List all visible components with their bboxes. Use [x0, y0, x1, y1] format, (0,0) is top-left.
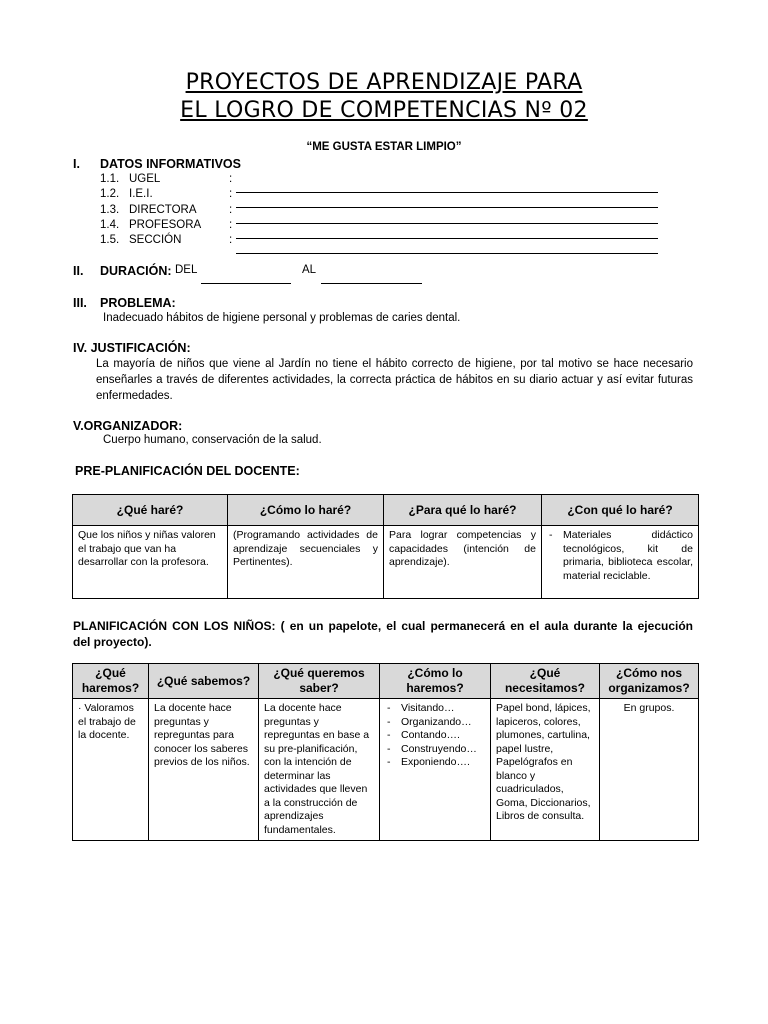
plan-table	[72, 663, 699, 841]
datos-item-colon: :	[229, 173, 233, 185]
preplan-cell: (Programando actividades de aprendizaje secuenciales y Pertinentes).	[228, 526, 384, 599]
problema-text: Inadecuado hábitos de higiene personal y problemas de caries dental.	[103, 312, 461, 324]
plan-list-item: - Contando….	[385, 729, 485, 743]
plan-cell: · Valoramos el trabajo de la docente.	[73, 699, 149, 841]
datos-item-num: 1.4.	[100, 219, 120, 231]
section3-heading: PROBLEMA:	[100, 296, 176, 310]
section4-heading: IV. JUSTIFICACIÓN:	[73, 341, 191, 355]
preplan-header: ¿Qué haré?	[73, 495, 228, 526]
plan-header: ¿Qué necesitamos?	[491, 664, 600, 699]
section2-number: II.	[73, 264, 84, 278]
document-title-line1: PROYECTOS DE APRENDIZAJE PARA	[185, 70, 583, 95]
table-header-row	[73, 495, 699, 526]
datos-item-colon: :	[229, 188, 233, 200]
datos-item-num: 1.5.	[100, 234, 120, 246]
plan-header: ¿Qué sabemos?	[149, 664, 259, 699]
plan-header: ¿Cómo lo haremos?	[380, 664, 491, 699]
plan-cell	[380, 699, 491, 841]
plan-list-item: - Construyendo…	[385, 743, 485, 757]
preplan-header: ¿Con qué lo haré?	[542, 495, 699, 526]
plan-list-item: - Visitando…	[385, 702, 485, 716]
organizador-text: Cuerpo humano, conservación de la salud.	[103, 434, 322, 446]
plan-heading	[73, 618, 693, 650]
justificacion-paragraph	[96, 356, 693, 404]
preplan-materials: - Materiales didáctico tecnológicos, kit de primaria, biblioteca escolar, material reciclable.	[547, 529, 693, 583]
datos-item-colon: :	[229, 219, 233, 231]
datos-item-label: SECCIÓN	[129, 234, 182, 246]
datos-item-num: 1.2.	[100, 188, 120, 200]
datos-item-num: 1.1.	[100, 173, 120, 185]
plan-cell: La docente hace preguntas y repreguntas en base a su pre-planificación, con la intención de determinar las actividades que lleven a la construcción de aprendizajes fundamentales.	[259, 699, 380, 841]
duracion-del-label: DEL	[175, 264, 198, 276]
plan-cell: Papel bond, lápices, lapiceros, colores, plumones, cartulina, papel lustre, Papelógrafos en blanco y cuadriculados, Goma, Diccionarios, Libros de consulta.	[491, 699, 600, 841]
datos-item-label: PROFESORA	[129, 219, 202, 231]
datos-item-label: I.E.I.	[129, 188, 153, 200]
datos-item-label: UGEL	[129, 173, 161, 185]
preplan-cell	[542, 526, 699, 599]
duracion-del-line	[201, 273, 291, 284]
datos-fill-line	[236, 243, 658, 254]
document-title-line2: EL LOGRO DE COMPETENCIAS Nº 02	[180, 98, 588, 123]
plan-cell: La docente hace preguntas y repreguntas para conocer los saberes previos de los niños.	[149, 699, 259, 841]
plan-header: ¿Qué haremos?	[73, 664, 149, 699]
justificacion-line: La mayoría de niños que viene al Jardín no tiene el hábito correcto de higiene, por tal motivo se hace necesario	[96, 358, 693, 370]
duracion-al-line	[321, 273, 422, 284]
plan-header: ¿Cómo nos organizamos?	[600, 664, 699, 699]
plan-list-item: - Exponiendo….	[385, 756, 485, 770]
preplan-table	[72, 494, 699, 599]
table-row	[73, 526, 699, 599]
preplan-header: ¿Cómo lo haré?	[228, 495, 384, 526]
duracion-al-label: AL	[302, 264, 317, 276]
section3-number: III.	[73, 296, 87, 310]
plan-heading-line: PLANIFICACIÓN CON LOS NIÑOS: ( en un papelote, el cual permanecerá en el aula durante la ejecución	[73, 619, 693, 633]
preplan-cell: Para lograr competencias y capacidades (intención de aprendizaje).	[384, 526, 542, 599]
document-subtitle: “ME GUSTA ESTAR LIMPIO”	[306, 141, 462, 153]
preplan-heading: PRE-PLANIFICACIÓN DEL DOCENTE:	[75, 464, 300, 478]
datos-item-num: 1.3.	[100, 204, 120, 216]
section2-heading: DURACIÓN:	[100, 264, 172, 278]
plan-cell: En grupos.	[600, 699, 699, 841]
section1-heading: DATOS INFORMATIVOS	[100, 157, 241, 171]
justificacion-line: enseñarles a través de diferentes actividades, la correcta práctica de hábitos en su diario actuar y así evitar futuras	[96, 374, 693, 386]
datos-item-label: DIRECTORA	[129, 204, 197, 216]
datos-item-colon: :	[229, 234, 233, 246]
preplan-cell: Que los niños y niñas valoren el trabajo que van ha desarrollar con la profesora.	[73, 526, 228, 599]
plan-list-item: - Organizando…	[385, 716, 485, 730]
table-row	[73, 699, 699, 841]
plan-header: ¿Qué queremos saber?	[259, 664, 380, 699]
preplan-header: ¿Para qué lo haré?	[384, 495, 542, 526]
plan-heading-line: del proyecto).	[73, 635, 152, 649]
justificacion-line: enfermedades.	[96, 390, 173, 402]
section5-heading: V.ORGANIZADOR:	[73, 419, 183, 433]
datos-item-colon: :	[229, 204, 233, 216]
section1-number: I.	[73, 157, 80, 171]
table-header-row	[73, 664, 699, 699]
